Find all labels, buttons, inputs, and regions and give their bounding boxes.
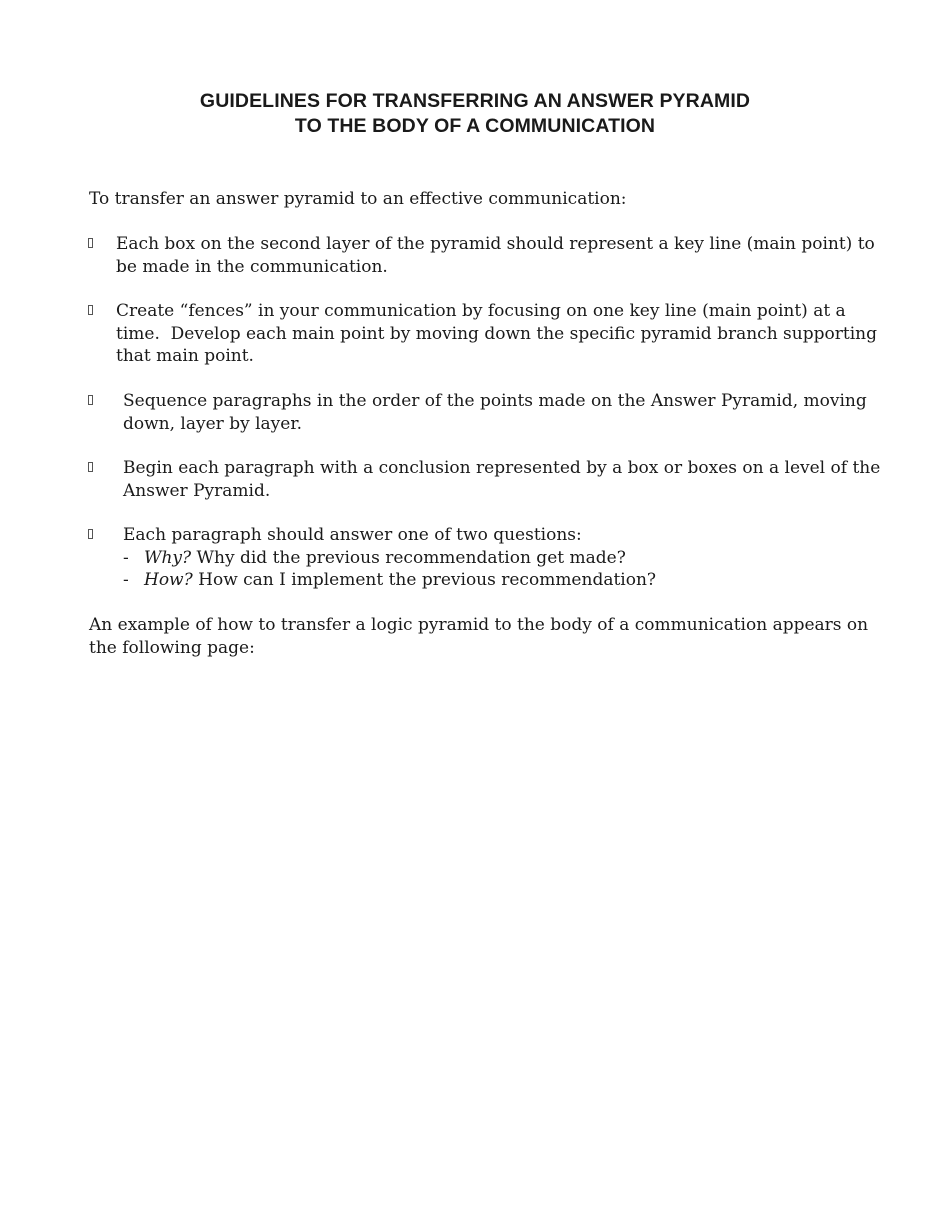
closing-line: the following page: — [89, 637, 255, 658]
bullet-line: Answer Pyramid. — [123, 480, 271, 501]
sub-item-label: How? — [144, 570, 193, 590]
bullet-text — [123, 457, 880, 502]
square-bullet-icon — [88, 238, 93, 248]
closing-paragraph — [89, 614, 868, 659]
closing-line: An example of how to transfer a logic pyramid to the body of a communication appears on — [89, 615, 869, 635]
bullet-line: time. Develop each main point by moving down the specific pyramid branch supporting — [116, 323, 877, 344]
dash-marker: - — [123, 570, 129, 590]
bullet-text — [123, 390, 867, 435]
title-line-1: GUIDELINES FOR TRANSFERRING AN ANSWER PYRAMID — [199, 90, 751, 112]
sub-item-text: How can I implement the previous recommendation? — [192, 570, 657, 590]
intro-paragraph: To transfer an answer pyramid to an effective communication: — [89, 189, 627, 209]
dash-marker: - — [123, 547, 129, 568]
bullet-line: that main point. — [116, 346, 254, 366]
title-line-2: TO THE BODY OF A COMMUNICATION — [294, 115, 656, 137]
bullet-line: down, layer by layer. — [123, 413, 302, 434]
bullet-line: Create “fences” in your communication by focusing on one key line (main point) at a — [116, 301, 846, 321]
bullet-line: be made in the communication. — [116, 256, 388, 277]
bullet-line: Each paragraph should answer one of two questions: — [123, 525, 582, 545]
square-bullet-icon — [88, 395, 93, 405]
bullet-line: Each box on the second layer of the pyramid should represent a key line (main point) to — [116, 234, 875, 254]
square-bullet-icon — [88, 529, 93, 539]
sub-item-label: Why? — [144, 547, 192, 568]
square-bullet-icon — [88, 462, 93, 472]
sub-item-text: Why did the previous recommendation get made? — [191, 547, 626, 568]
bullet-text — [116, 300, 877, 368]
bullet-text — [116, 233, 875, 278]
sub-item-how — [123, 569, 656, 592]
sub-item-why — [123, 547, 656, 570]
square-bullet-icon — [88, 305, 93, 315]
document-title — [0, 89, 950, 139]
bullet-line: Sequence paragraphs in the order of the points made on the Answer Pyramid, moving — [123, 391, 867, 411]
bullet-line: Begin each paragraph with a conclusion represented by a box or boxes on a level of the — [123, 458, 881, 478]
bullet-text — [123, 524, 656, 592]
